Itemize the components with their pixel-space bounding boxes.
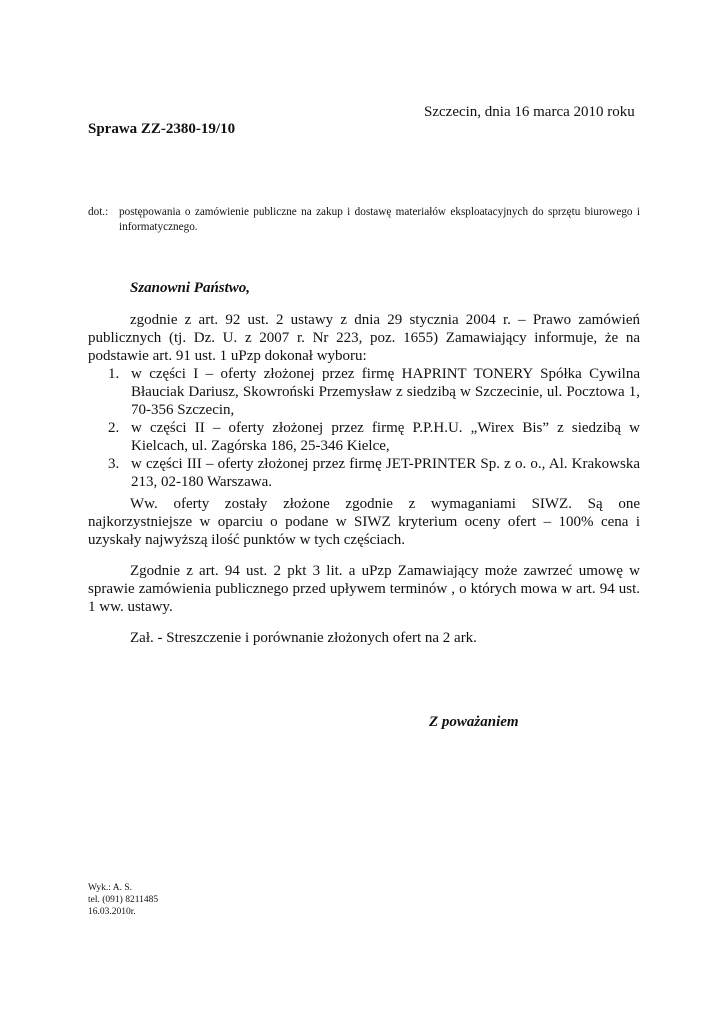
contract-section <box>88 562 640 616</box>
intro-section <box>88 311 640 491</box>
closing-phrase: Z poważaniem <box>429 714 519 730</box>
list-item-number: 1. <box>108 366 120 382</box>
list-item-number: 3. <box>108 456 120 472</box>
footer-block <box>88 882 158 918</box>
place-date: Szczecin, dnia 16 marca 2010 roku <box>424 104 635 120</box>
list-item <box>88 455 640 491</box>
attachment-section <box>88 629 640 647</box>
subject-block <box>88 205 640 235</box>
selection-list <box>88 365 640 491</box>
list-item <box>88 419 640 455</box>
list-item-number: 2. <box>108 420 120 436</box>
list-item-text: w części III – oferty złożonej przez firmę JET-PRINTER Sp. z o. o., Al. Krakowska 213, 02-180 Warszawa. <box>131 456 640 490</box>
case-reference: Sprawa ZZ-2380-19/10 <box>88 121 236 137</box>
offers-paragraph: Ww. oferty zostały złożone zgodnie z wymaganiami SIWZ. Są one najkorzystniejsze w oparciu o podane w SIWZ kryterium oceny ofert – 100% cena i uzyskały najwyższą ilość punktów w tych częściach. <box>88 496 640 548</box>
intro-paragraph: zgodnie z art. 92 ust. 2 ustawy z dnia 29 stycznia 2004 r. – Prawo zamówień publicznych (tj. Dz. U. z 2007 r. Nr 223, poz. 1655) Zamawiający informuje, że na podstawie art. 91 ust. 1 uPzp dokonał wyboru: <box>88 312 640 364</box>
attachment-note: Zał. - Streszczenie i porównanie złożonych ofert na 2 ark. <box>130 630 477 646</box>
list-item-text: w części I – oferty złożonej przez firmę HAPRINT TONERY Spółka Cywilna Błauciak Dariusz, Skowroński Przemysław z siedzibą w Szczecinie, ul. Pocztowa 1, 70-356 Szczecin, <box>131 366 640 418</box>
subject-label: dot.: <box>88 206 109 218</box>
list-item <box>88 365 640 419</box>
contract-paragraph: Zgodnie z art. 94 ust. 2 pkt 3 lit. a uPzp Zamawiający może zawrzeć umowę w sprawie zamówienia publicznego przed upływem terminów , o których mowa w art. 94 ust. 1 ww. ustawy. <box>88 563 640 615</box>
phone-number: tel. (091) 8211485 <box>88 895 159 905</box>
offers-section <box>88 495 640 549</box>
salutation: Szanowni Państwo, <box>130 280 251 296</box>
subject-text: postępowania o zamówienie publiczne na zakup i dostawę materiałów eksploatacyjnych do sprzętu biurowego i informatycznego. <box>119 206 640 233</box>
list-item-text: w części II – oferty złożonej przez firmę P.P.H.U. „Wirex Bis” z siedzibą w Kielcach, ul. Zagórska 186, 25-346 Kielce, <box>131 420 640 454</box>
footer-date: 16.03.2010r. <box>88 907 136 917</box>
prepared-by: Wyk.: A. S. <box>88 883 133 893</box>
